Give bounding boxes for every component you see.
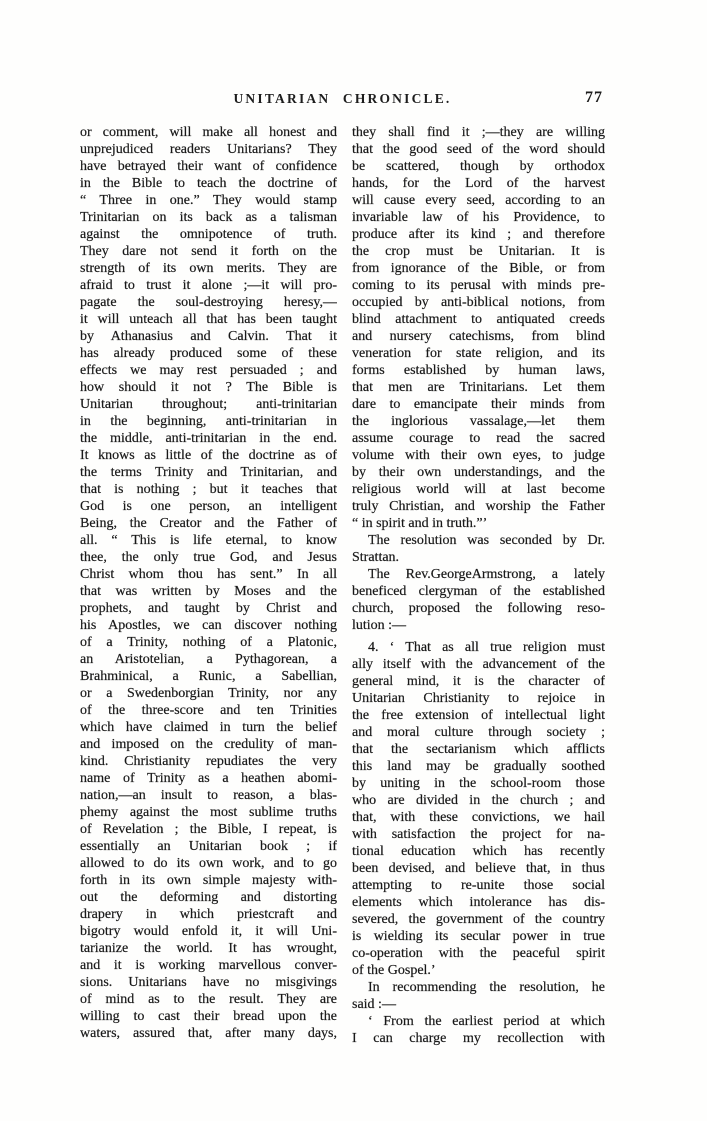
text-line: Unitarian Christianity to rejoice in: [352, 691, 605, 706]
text-line: Christ whom thou has sent.” In all: [80, 567, 337, 582]
left-text-column: [80, 124, 337, 1042]
text-line: will cause every seed, according to an: [352, 193, 605, 208]
text-line: Being, the Creator and the Father of: [80, 516, 337, 531]
text-line: drapery in which priestcraft and: [80, 907, 337, 922]
text-line: lution :—: [352, 618, 407, 633]
text-line: severed, the government of the country: [352, 912, 605, 927]
text-line: or comment, will make all honest and: [80, 125, 337, 140]
text-line: in the beginning, anti-trinitarian in: [80, 414, 337, 429]
text-line: the terms Trinity and Trinitarian, and: [80, 465, 337, 480]
paragraph: [80, 124, 337, 1042]
text-line: that is nothing ; but it teaches that: [80, 482, 337, 497]
text-line: nation,—an insult to reason, a blas-: [80, 788, 337, 803]
text-line: allowed to do its own work, and to go: [80, 856, 337, 871]
text-line: prophets, and taught by Christ and: [80, 601, 337, 616]
text-line: ‘ From the earliest period at which: [368, 1014, 605, 1029]
text-line: In recommending the resolution, he: [368, 980, 605, 995]
text-line: the crop must be Unitarian. It is: [352, 244, 605, 259]
text-line: that men are Trinitarians. Let them: [352, 380, 605, 395]
text-line: of mind as to the result. They are: [80, 992, 337, 1007]
text-line: of Revelation ; the Bible, I repeat, is: [80, 822, 337, 837]
text-line: effects we may rest persuaded ; and: [80, 363, 337, 378]
text-line: who are divided in the church ; and: [352, 793, 605, 808]
text-line: the middle, anti-trinitarian in the end.: [80, 431, 337, 446]
text-line: waters, assured that, after many days,: [80, 1026, 337, 1041]
text-line: strength of its own merits. They are: [80, 261, 337, 276]
text-line: truly Christian, and worship the Father: [352, 499, 605, 514]
text-line: church, proposed the following reso-: [352, 601, 605, 616]
text-line: occupied by anti-biblical notions, from: [352, 295, 605, 310]
text-line: hands, for the Lord of the harvest: [352, 176, 605, 191]
text-line: in the Bible to teach the doctrine of: [80, 176, 337, 191]
text-line: of the Gospel.’: [352, 963, 436, 978]
text-line: produce after its kind ; and therefore: [352, 227, 605, 242]
text-line: assume courage to read the sacred: [352, 431, 605, 446]
text-line: of a Trinity, nothing of a Platonic,: [80, 635, 337, 650]
text-line: Strattan.: [352, 550, 400, 565]
text-line: of the three-score and ten Trinities: [80, 703, 337, 718]
text-line: religious world will at last become: [352, 482, 605, 497]
text-line: beneficed clergyman of the established: [352, 584, 605, 599]
page-header: [80, 91, 605, 111]
text-line: and moral culture through society ;: [352, 725, 605, 740]
text-line: volume with their own eyes, to judge: [352, 448, 605, 463]
text-line: ally itself with the advancement of the: [352, 657, 605, 672]
text-line: kind. Christianity repudiates the very: [80, 754, 337, 769]
text-line: 4. ‘ That as all true religion must: [368, 640, 605, 655]
text-line: and nursery catechisms, from blind: [352, 329, 605, 344]
text-line: unprejudiced readers Unitarians? They: [80, 142, 337, 157]
text-line: Brahminical, a Runic, a Sabellian,: [80, 669, 337, 684]
text-line: “ in spirit and in truth.”’: [352, 516, 488, 531]
text-line: forth in its own simple majesty with-: [80, 873, 337, 888]
paragraph: [352, 1013, 605, 1047]
text-line: and imposed on the credulity of man-: [80, 737, 337, 752]
text-line: which have claimed in turn the belief: [80, 720, 337, 735]
text-line: by Athanasius and Calvin. That it: [80, 329, 337, 344]
text-line: how should it not ? The Bible is: [80, 380, 337, 395]
text-line: phemy against the most sublime truths: [80, 805, 337, 820]
text-line: I can charge my recollection with: [352, 1031, 605, 1046]
paragraph: [352, 532, 605, 566]
text-line: has already produced some of these: [80, 346, 337, 361]
text-line: dare to emancipate their minds from: [352, 397, 605, 412]
text-line: general mind, it is the character of: [352, 674, 605, 689]
text-line: that the good seed of the word should: [352, 142, 605, 157]
running-title: UNITARIAN CHRONICLE.: [233, 91, 452, 106]
text-line: have betrayed their want of confidence: [80, 159, 337, 174]
text-line: that, with these convictions, we hail: [352, 810, 605, 825]
text-line: “ Three in one.” They would stamp: [80, 193, 337, 208]
text-line: name of Trinity as a heathen abomi-: [80, 771, 337, 786]
text-line: by uniting in the school-room those: [352, 776, 605, 791]
text-line: the inglorious vassalage,—let them: [352, 414, 605, 429]
text-line: by their own understandings, and the: [352, 465, 605, 480]
paragraph: [352, 566, 605, 634]
paragraph: [352, 979, 605, 1013]
text-line: afraid to trust it alone ;—it will pro-: [80, 278, 337, 293]
text-line: and it is working marvellous conver-: [80, 958, 337, 973]
text-line: thee, the only true God, and Jesus: [80, 550, 337, 565]
paragraph: [352, 124, 605, 532]
text-line: said :—: [352, 997, 396, 1012]
text-line: his Apostles, we can discover nothing: [80, 618, 337, 633]
text-line: They dare not send it forth on the: [80, 244, 337, 259]
text-line: blind attachment to antiquated creeds: [352, 312, 605, 327]
text-line: Unitarian throughout; anti-trinitarian: [80, 397, 337, 412]
text-line: invariable law of his Providence, to: [352, 210, 605, 225]
text-line: from ignorance of the Bible, or from: [352, 261, 605, 276]
text-line: an Aristotelian, a Pythagorean, a: [80, 652, 337, 667]
text-line: It knows as little of the doctrine as of: [80, 448, 337, 463]
text-line: they shall find it ;—they are willing: [352, 125, 605, 140]
text-line: The resolution was seconded by Dr.: [368, 533, 605, 548]
text-line: pagate the soul-destroying heresy,—: [80, 295, 337, 310]
text-line: it will unteach all that has been taught: [80, 312, 337, 327]
text-line: willing to cast their bread upon the: [80, 1009, 337, 1024]
text-line: bigotry would enfold it, it will Uni-: [80, 924, 337, 939]
text-line: be scattered, though by orthodox: [352, 159, 605, 174]
text-line: Trinitarian on its back as a talisman: [80, 210, 337, 225]
text-line: that the sectarianism which afflicts: [352, 742, 605, 757]
text-line: essentially an Unitarian book ; if: [80, 839, 337, 854]
paragraph: [352, 639, 605, 979]
page-number: 77: [585, 89, 603, 106]
text-line: is wielding its secular power in true: [352, 929, 605, 944]
text-line: coming to its perusal with minds pre-: [352, 278, 605, 293]
text-line: out the deforming and distorting: [80, 890, 337, 905]
text-line: tional education which has recently: [352, 844, 605, 859]
text-line: God is one person, an intelligent: [80, 499, 337, 514]
text-line: against the omnipotence of truth.: [80, 227, 337, 242]
text-line: with satisfaction the project for na-: [352, 827, 605, 842]
text-line: attempting to re-unite those social: [352, 878, 605, 893]
text-line: that was written by Moses and the: [80, 584, 337, 599]
right-text-column: [352, 124, 605, 1047]
text-line: veneration for state religion, and its: [352, 346, 605, 361]
text-line: been devised, and believe that, in thus: [352, 861, 605, 876]
text-line: this land may be gradually soothed: [352, 759, 605, 774]
text-line: all. “ This is life eternal, to know: [80, 533, 337, 548]
text-line: forms established by human laws,: [352, 363, 605, 378]
text-line: tarianize the world. It has wrought,: [80, 941, 337, 956]
text-line: co-operation with the peaceful spirit: [352, 946, 605, 961]
text-line: or a Swedenborgian Trinity, nor any: [80, 686, 337, 701]
text-line: sions. Unitarians have no misgivings: [80, 975, 337, 990]
text-line: The Rev.GeorgeArmstrong, a lately: [368, 567, 605, 582]
text-line: elements which intolerance has dis-: [352, 895, 605, 910]
text-line: the free extension of intellectual light: [352, 708, 605, 723]
